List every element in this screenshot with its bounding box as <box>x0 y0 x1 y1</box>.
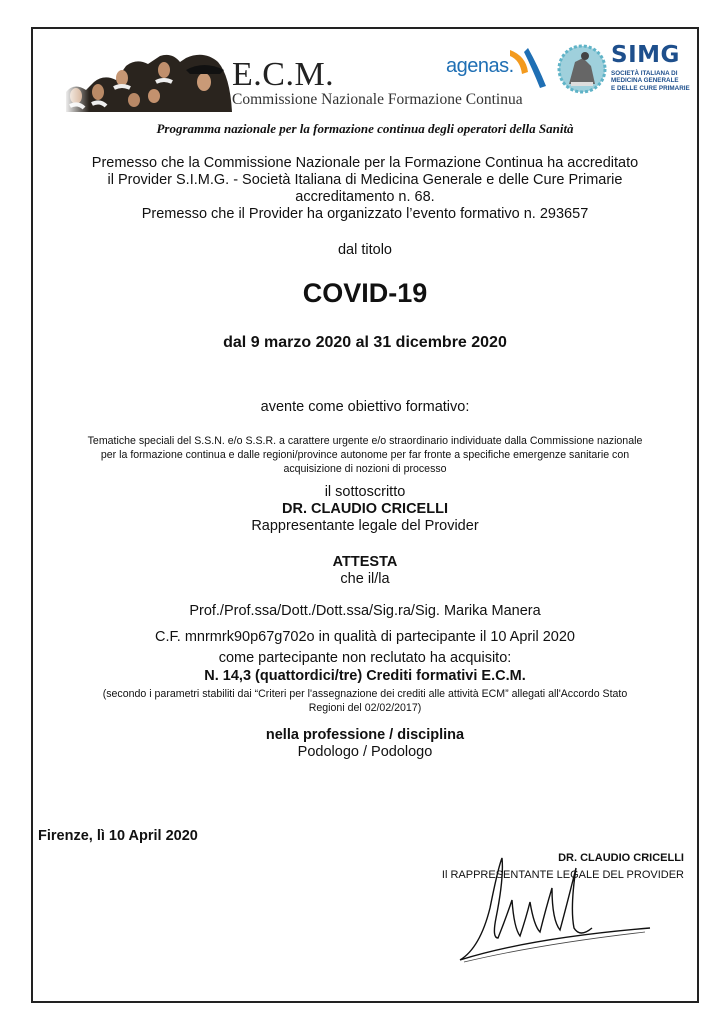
event-dates: dal 9 marzo 2020 al 31 dicembre 2020 <box>223 334 507 351</box>
ecm-painting-logo <box>64 52 232 112</box>
criteria-line: (secondo i parametri stabiliti dai “Criteri per l'assegnazione dei crediti alle attività ECM” allegati all'Accordo Stato <box>102 688 628 700</box>
event-title: COVID-19 <box>302 278 428 308</box>
simg-sub-line: E DELLE CURE PRIMARIE <box>611 84 690 92</box>
intro-paragraph <box>31 155 699 223</box>
simg-sub-line: MEDICINA GENERALE <box>611 77 679 85</box>
signatory-intro: il sottoscritto <box>324 484 406 500</box>
credits-line: N. 14,3 (quattordici/tre) Crediti formativi E.C.M. <box>204 668 526 684</box>
ecm-title: E.C.M. <box>232 56 335 93</box>
signatory-role: Rappresentante legale del Provider <box>251 518 479 534</box>
objective-line: per la formazione continua e dalle regioni/province autonome per far fronte a specifiche emergenze sanitarie con <box>100 449 630 461</box>
signature-role: Il RAPPRESENTANTE LEGALE DEL PROVIDER <box>441 869 684 881</box>
criteria-line: Regioni del 02/02/2017) <box>308 702 422 714</box>
dal-titolo-label: dal titolo <box>337 242 392 258</box>
intro-line: Premesso che il Provider ha organizzato l’evento formativo n. 293657 <box>141 206 589 222</box>
participant-cf: C.F. mnrmrk90p67g702o in qualità di partecipante il 10 April 2020 <box>155 629 575 645</box>
profession-block <box>31 727 699 761</box>
signatory-name: DR. CLAUDIO CRICELLI <box>282 501 448 517</box>
attesta-block <box>31 554 699 588</box>
handwritten-signature <box>440 848 670 968</box>
profession-value: Podologo / Podologo <box>297 744 433 760</box>
intro-line: accreditamento n. 68. <box>295 189 435 205</box>
place-date: Firenze, lì 10 April 2020 <box>38 828 198 844</box>
criteria-text <box>31 687 699 715</box>
attesta-heading: ATTESTA <box>332 554 398 570</box>
simg-sub-line: SOCIETÀ ITALIANA DI <box>611 70 678 77</box>
ecm-subtitle: Commissione Nazionale Formazione Continua <box>232 91 523 108</box>
participant-name: Prof./Prof.ssa/Dott./Dott.ssa/Sig.ra/Sig. Marika Manera <box>189 603 541 619</box>
attesta-che: che il/la <box>340 571 390 587</box>
objective-line: acquisizione di nozioni di processo <box>283 463 447 475</box>
simg-seal-icon <box>557 44 607 94</box>
participant-acquired: come partecipante non reclutato ha acquisito: <box>218 650 512 666</box>
agenas-logo-icon <box>508 46 548 90</box>
intro-line: Premesso che la Commissione Nazionale per la Formazione Continua ha accreditato <box>91 155 639 171</box>
signatory-block <box>31 484 699 535</box>
objective-text <box>31 434 699 476</box>
program-line: Programma nazionale per la formazione continua degli operatori della Sanità <box>156 121 574 136</box>
objective-label: avente come obiettivo formativo: <box>260 399 470 415</box>
intro-line: il Provider S.I.M.G. - Società Italiana di Medicina Generale e delle Cure Primarie <box>107 172 623 188</box>
objective-line: Tematiche speciali del S.S.N. e/o S.S.R. a carattere urgente e/o straordinario individuate dalla Commissione nazionale <box>87 435 643 447</box>
agenas-logo-text: agenas. <box>446 55 514 77</box>
simg-logo-subtitle <box>611 70 690 92</box>
profession-label: nella professione / disciplina <box>265 727 465 743</box>
signature-name: DR. CLAUDIO CRICELLI <box>558 852 684 864</box>
simg-logo-text: SIMG <box>611 42 680 68</box>
